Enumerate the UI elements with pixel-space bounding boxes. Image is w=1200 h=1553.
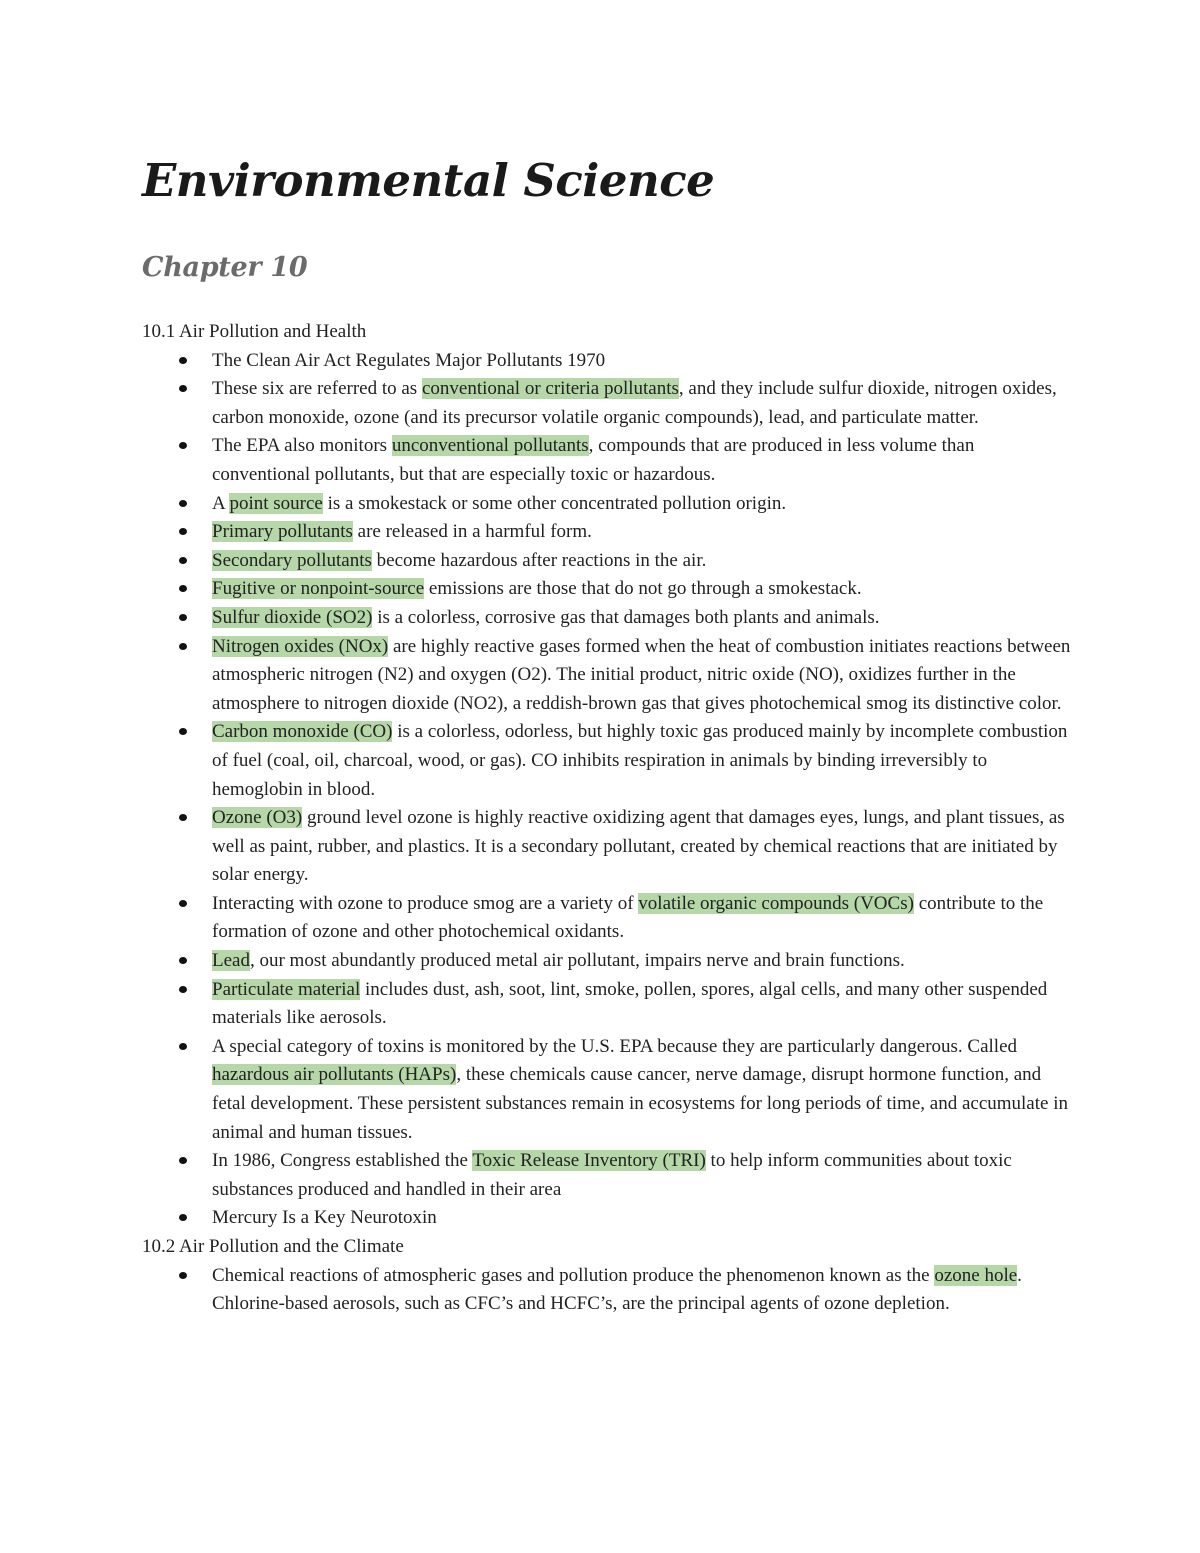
list-item — [212, 1033, 1072, 1147]
text-segment: to help inform communities about toxic substances produced and handled in their area — [212, 1150, 1012, 1200]
text-segment: includes dust, ash, soot, lint, smoke, pollen, spores, algal cells, and many other suspended materials like aerosols. — [212, 978, 1048, 1029]
notes-content — [142, 318, 1072, 1319]
list-item — [212, 947, 1072, 976]
list-item — [212, 604, 1072, 633]
bullet-icon — [179, 357, 187, 364]
highlighted-term: Primary pollutants — [212, 521, 353, 543]
bullet-icon — [179, 528, 187, 535]
section-heading: 10.2 Air Pollution and the Climate — [142, 1236, 404, 1257]
highlighted-term: Carbon monoxide (CO) — [212, 721, 393, 743]
highlighted-term: ozone hole — [934, 1264, 1018, 1286]
text-segment: are highly reactive gases formed when the heat of combustion initiates reactions between atmospheric nitrogen (N2) and oxygen (O2). The initial product, nitric oxide (NO), oxidizes further in the atmosphere to nitrogen dioxide (NO2), a reddish-brown gas that gives photochemical smog its distinctive color. — [212, 635, 1071, 714]
text-segment: , and they include sulfur dioxide, nitrogen oxides, carbon monoxide, ozone (and its precursor volatile organic compounds), lead, and particulate matter. — [212, 378, 1057, 428]
list-item — [212, 347, 1072, 376]
highlighted-term: Lead — [212, 950, 250, 972]
highlighted-term: Secondary pollutants — [212, 549, 372, 571]
document-title: Environmental Science — [142, 154, 715, 207]
list-item — [212, 1262, 1072, 1319]
text-segment: is a smokestack or some other concentrated pollution origin. — [322, 492, 787, 514]
text-segment: These six are referred to as — [212, 378, 422, 400]
highlighted-term: Sulfur dioxide (SO2) — [212, 606, 373, 628]
bullet-icon — [179, 500, 187, 507]
highlighted-term: unconventional pollutants — [391, 435, 589, 457]
text-segment: is a colorless, corrosive gas that damages both plants and animals. — [372, 606, 880, 628]
bullet-icon — [179, 900, 187, 907]
text-segment: . Chlorine-based aerosols, such as CFC’s and HCFC’s, are the principal agents of ozone depletion. — [212, 1264, 1022, 1315]
section-heading: 10.1 Air Pollution and Health — [142, 321, 367, 342]
bullet-icon — [179, 614, 187, 621]
text-segment: Chemical reactions of atmospheric gases and pollution produce the phenomenon known as the — [212, 1264, 935, 1286]
bullet-icon — [179, 1157, 187, 1164]
list-item — [212, 804, 1072, 890]
bullet-icon — [179, 557, 187, 564]
text-segment: A — [212, 492, 230, 514]
bullet-icon — [179, 957, 187, 964]
list-item — [212, 976, 1072, 1033]
highlighted-term: Toxic Release Inventory (TRI) — [472, 1150, 706, 1172]
bullet-icon — [179, 1214, 187, 1221]
text-segment: emissions are those that do not go through a smokestack. — [424, 578, 862, 600]
list-item — [212, 518, 1072, 547]
bullet-icon — [179, 585, 187, 592]
bullet-icon — [179, 728, 187, 735]
text-segment: contribute to the formation of ozone and other photochemical oxidants. — [212, 892, 1044, 943]
list-item — [212, 633, 1072, 719]
bullet-list — [142, 1262, 1072, 1319]
text-segment: In 1986, Congress established the — [212, 1150, 473, 1172]
highlighted-term: volatile organic compounds (VOCs) — [638, 892, 914, 914]
list-item — [212, 1147, 1072, 1204]
highlighted-term: Ozone (O3) — [212, 807, 303, 829]
text-segment: , these chemicals cause cancer, nerve damage, disrupt hormone function, and fetal development. These persistent substances remain in ecosystems for long periods of time, and accumulate in animal and human tissues. — [212, 1064, 1068, 1143]
text-segment: The EPA also monitors — [212, 435, 392, 457]
list-item — [212, 890, 1072, 947]
list-item — [212, 375, 1072, 432]
chapter-subtitle: Chapter 10 — [142, 252, 308, 283]
text-segment: become hazardous after reactions in the air. — [371, 549, 707, 571]
text-segment: The Clean Air Act Regulates Major Pollutants 1970 — [212, 349, 606, 371]
text-segment: Interacting with ozone to produce smog are a variety of — [212, 892, 639, 914]
highlighted-term: point source — [229, 492, 323, 514]
bullet-icon — [179, 814, 187, 821]
bullet-icon — [179, 385, 187, 392]
text-segment: Mercury Is a Key Neurotoxin — [212, 1207, 437, 1229]
list-item — [212, 432, 1072, 489]
text-segment: A special category of toxins is monitored by the U.S. EPA because they are particularly dangerous. Called — [212, 1035, 1018, 1057]
highlighted-term: Fugitive or nonpoint-source — [212, 578, 425, 600]
text-segment: are released in a harmful form. — [352, 521, 592, 543]
list-item — [212, 575, 1072, 604]
highlighted-term: Particulate material — [212, 978, 361, 1000]
list-item — [212, 718, 1072, 804]
bullet-icon — [179, 442, 187, 449]
text-segment: , our most abundantly produced metal air pollutant, impairs nerve and brain functions. — [249, 950, 905, 972]
bullet-icon — [179, 1272, 187, 1279]
text-segment: is a colorless, odorless, but highly toxic gas produced mainly by incomplete combustion of fuel (coal, oil, charcoal, wood, or gas). CO inhibits respiration in animals by binding irreversibly to hemoglobin in blood. — [212, 721, 1068, 800]
text-segment: ground level ozone is highly reactive oxidizing agent that damages eyes, lungs, and plant tissues, as well as paint, rubber, and plastics. It is a secondary pollutant, created by chemical reactions that are initiated by solar energy. — [212, 807, 1065, 886]
document-page — [142, 150, 1072, 1319]
list-item — [212, 1204, 1072, 1233]
highlighted-term: Nitrogen oxides (NOx) — [212, 635, 389, 657]
highlighted-term: conventional or criteria pollutants — [421, 378, 679, 400]
bullet-icon — [179, 986, 187, 993]
bullet-icon — [179, 1043, 187, 1050]
bullet-list — [142, 347, 1072, 1233]
list-item — [212, 547, 1072, 576]
highlighted-term: hazardous air pollutants (HAPs) — [212, 1064, 457, 1086]
text-segment: , compounds that are produced in less volume than conventional pollutants, but that are especially toxic or hazardous. — [212, 435, 975, 485]
list-item — [212, 490, 1072, 519]
bullet-icon — [179, 643, 187, 650]
